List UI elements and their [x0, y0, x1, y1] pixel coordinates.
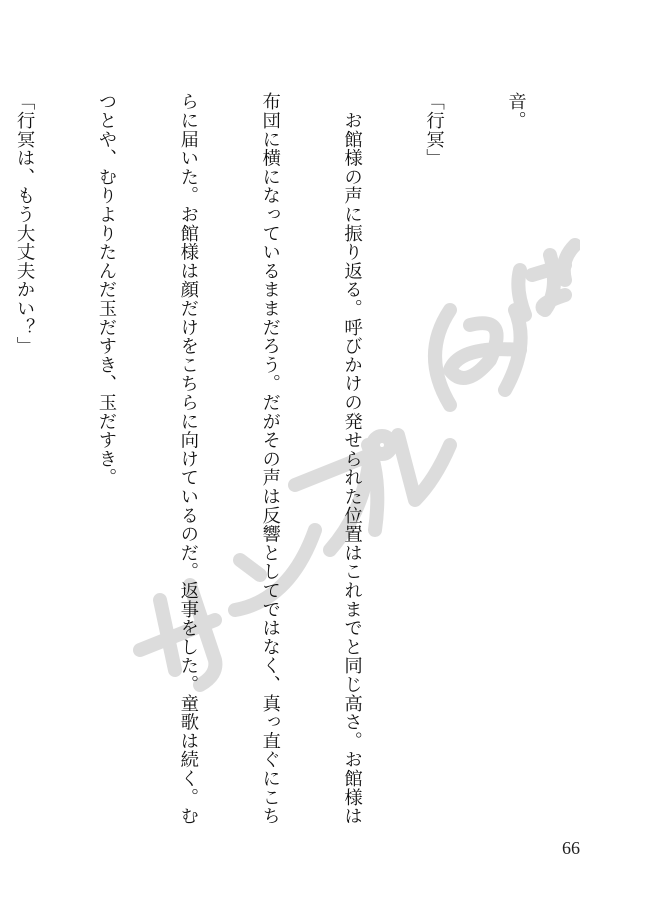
text-line: 布団に横になっているままだろう。だがその声は反響としてではなく、真っ直ぐにこち	[259, 92, 281, 826]
page-number: 66	[562, 838, 580, 858]
text-line: つとや、むりよりたんだ玉だすき、玉だすき。	[95, 92, 117, 487]
text-line: らに届いた。お館様は顔だけをこちらに向けているのだ。返事をした。童歌は続く。む	[177, 92, 199, 826]
text-line: お館様の声に振り返る。呼びかけの発せられた位置はこれまでと同じ高さ。お館様は	[341, 92, 363, 826]
vertical-text-body	[0, 92, 584, 826]
text-line: 「行冥は、もう大丈夫かい？」	[14, 92, 36, 356]
text-line: 音。	[505, 92, 527, 130]
text-line: 「行冥」	[423, 92, 445, 168]
